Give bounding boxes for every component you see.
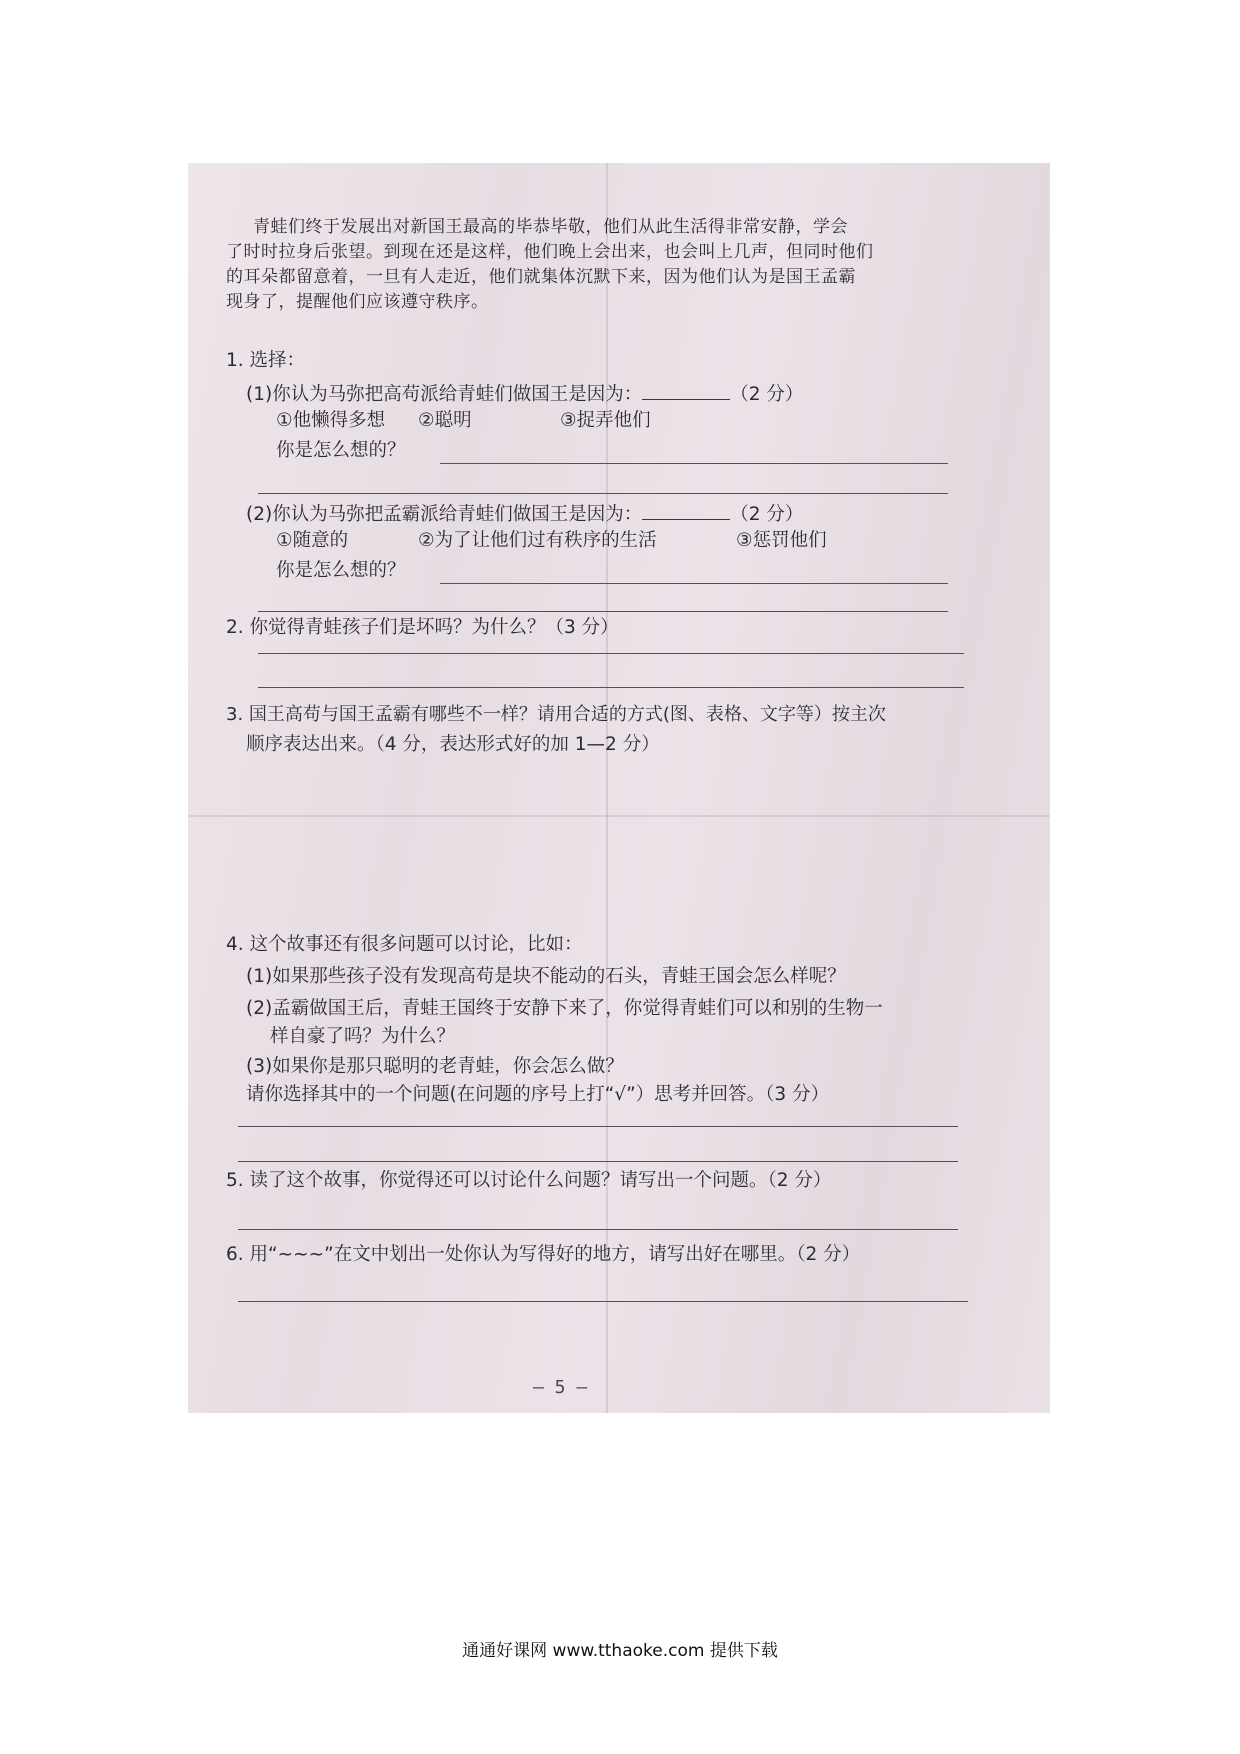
q4-item-1: (1)如果那些孩子没有发现高苟是块不能动的石头，青蛙王国会怎么样呢？ xyxy=(246,966,846,987)
q1-sub2-answer-line-2[interactable] xyxy=(258,611,948,612)
q2-question: 2. 你觉得青蛙孩子们是坏吗？为什么？（3 分） xyxy=(226,617,619,638)
q1-sub2-score: （2 分） xyxy=(730,504,804,525)
q3-answer-area[interactable] xyxy=(246,769,966,909)
q4-intro: 4. 这个故事还有很多问题可以讨论，比如： xyxy=(226,934,583,955)
q1-sub2-text: (2)你认为马弥把孟霸派给青蛙们做国王是因为： xyxy=(246,504,643,525)
q1-sub1-option-3: ③捉弄他们 xyxy=(560,410,651,431)
q1-sub2-answer-blank[interactable] xyxy=(642,501,730,520)
q1-sub2-prompt xyxy=(246,501,803,527)
passage-line-1: 青蛙们终于发展出对新国王最高的毕恭毕敬，他们从此生活得非常安静，学会 xyxy=(253,217,848,237)
q1-sub1-answer-line[interactable] xyxy=(440,463,948,464)
q1-sub2-answer-line[interactable] xyxy=(440,583,948,584)
passage-line-3: 的耳朵都留意着，一旦有人走近，他们就集体沉默下来，因为他们认为是国王孟霸 xyxy=(226,267,856,287)
q2-answer-line-2[interactable] xyxy=(258,687,964,688)
q1-sub1-why: 你是怎么想的？ xyxy=(276,440,406,461)
passage-line-4: 现身了，提醒他们应该遵守秩序。 xyxy=(226,292,489,312)
q2-answer-line-1[interactable] xyxy=(258,653,964,654)
q4-item-2: (2)孟霸做国王后，青蛙王国终于安静下来了，你觉得青蛙们可以和别的生物一 xyxy=(246,998,883,1019)
q4-instruction: 请你选择其中的一个问题(在问题的序号上打“√”）思考并回答。（3 分） xyxy=(246,1084,830,1105)
q1-sub1-score: （2 分） xyxy=(730,384,804,405)
q4-item-2-cont: 样自豪了吗？为什么？ xyxy=(270,1026,456,1047)
q5-question: 5. 读了这个故事，你觉得还可以讨论什么问题？请写出一个问题。（2 分） xyxy=(226,1170,832,1191)
passage-line-2: 了时时拉身后张望。到现在还是这样，他们晚上会出来，也会叫上几声，但同时他们 xyxy=(226,242,874,262)
q4-answer-line-1[interactable] xyxy=(238,1126,958,1127)
q3-question-line-1: 3. 国王高苟与国王孟霸有哪些不一样？请用合适的方式(图、表格、文字等）按主次 xyxy=(226,704,886,725)
q4-item-3: (3)如果你是那只聪明的老青蛙，你会怎么做？ xyxy=(246,1056,624,1077)
footer-credit: 通通好课网 www.tthaoke.com 提供下载 xyxy=(462,1641,778,1661)
q1-sub2-option-2: ②为了让他们过有秩序的生活 xyxy=(418,530,657,551)
q6-answer-line[interactable] xyxy=(238,1301,968,1302)
q1-sub1-answer-line-2[interactable] xyxy=(258,493,948,494)
q1-sub2-why: 你是怎么想的？ xyxy=(276,560,406,581)
q1-title: 1. 选择： xyxy=(226,350,306,371)
q6-question: 6. 用“~~~”在文中划出一处你认为写得好的地方，请写出好在哪里。（2 分） xyxy=(226,1244,861,1265)
exam-page-photo xyxy=(188,163,1050,1413)
q1-sub1-text: (1)你认为马弥把高苟派给青蛙们做国王是因为： xyxy=(246,384,643,405)
q1-sub1-option-1: ①他懒得多想 xyxy=(276,410,386,431)
q1-sub1-option-2: ②聪明 xyxy=(418,410,472,431)
q4-answer-line-2[interactable] xyxy=(238,1161,958,1162)
q1-sub2-option-1: ①随意的 xyxy=(276,530,349,551)
q5-answer-line[interactable] xyxy=(238,1229,958,1230)
page-number: — 5 — xyxy=(533,1377,588,1398)
q3-question-line-2: 顺序表达出来。（4 分，表达形式好的加 1—2 分） xyxy=(246,734,660,755)
q1-sub1-answer-blank[interactable] xyxy=(642,381,730,400)
q1-sub1-prompt xyxy=(246,381,803,407)
q1-sub2-option-3: ③惩罚他们 xyxy=(736,530,827,551)
